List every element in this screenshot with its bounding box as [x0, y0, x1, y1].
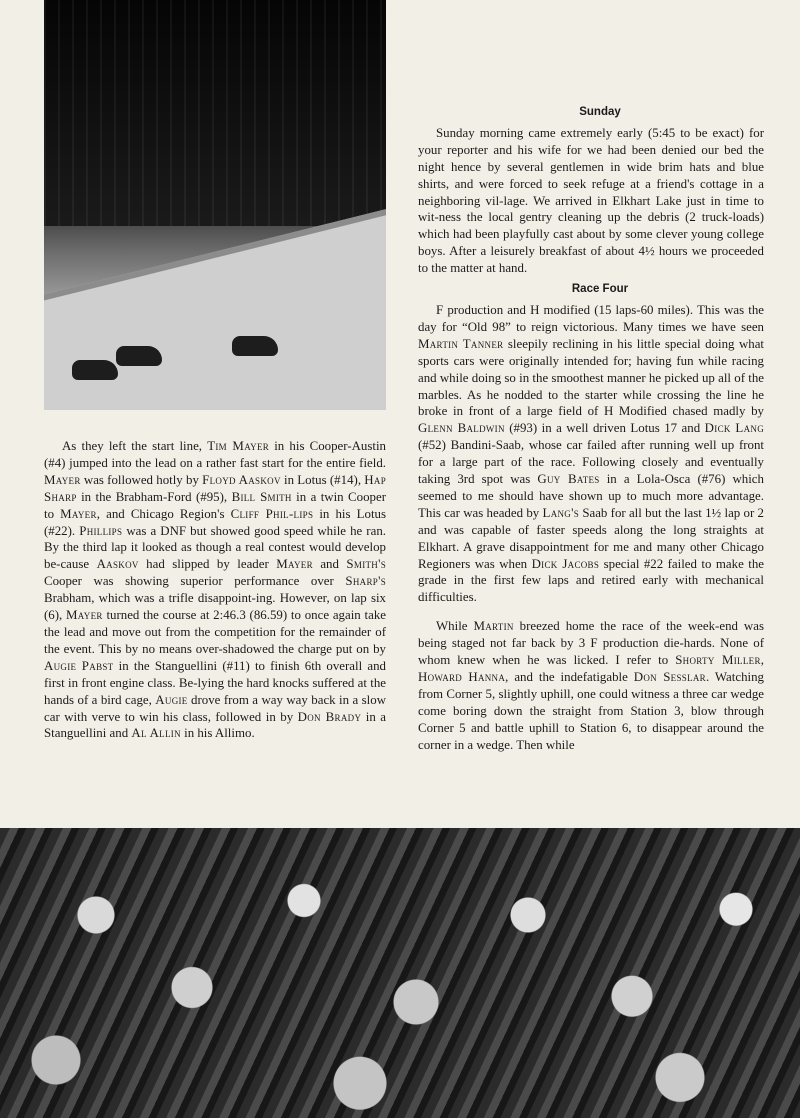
driver-name: Augie — [155, 692, 188, 707]
text: Brabham, which was a trifle disappoint-ing. However, on lap six (6), — [44, 591, 386, 623]
right-column — [418, 104, 764, 754]
driver-name: Lang's — [542, 505, 580, 520]
driver-name: Cliff Phil-lips — [230, 506, 314, 521]
text: in Lotus (#14), — [280, 472, 365, 487]
left-column — [44, 438, 386, 742]
text: While — [436, 619, 474, 634]
text: Saab for all but the last 1½ lap or 2 and was capable of faster speeds along the long straights at Elkhart. A grave disappointment for me and many other Chicago Regioners was when — [418, 505, 764, 571]
text: in the Brabham-Ford (#95), — [76, 489, 232, 504]
section-heading-sunday: Sunday — [579, 106, 621, 118]
driver-name: Dick Jacobs — [531, 556, 600, 571]
text: was followed hotly by — [80, 472, 203, 487]
text: in a Lola-Osca (#76) which seemed to me should have shown up to much more advantage. This car was headed by — [418, 472, 764, 520]
driver-name: Al Allin — [131, 726, 181, 741]
driver-name: Guy Bates — [537, 472, 600, 487]
text: was a DNF but showed good speed while he ran. By the third lap it looked as though a real contest would develop be-cause — [44, 523, 386, 572]
driver-name: Sharp's — [345, 574, 386, 589]
text: sleepily reclining in his little special doing what sports cars were originally intended for; having fun while racing and while doing so in the smoothest manner he picked up all of the marbles. As he nodded to the starter while crossing the line he broke in front of a large field of H Modified chased madly by — [418, 336, 764, 419]
text: , and the indefatigable — [505, 670, 634, 684]
paragraph-f-production — [418, 618, 764, 753]
text: in the Stanguellini (#11) to finish 6th overall and first in front engine class. Be-lying the hard knocks suffered at the hands of a bird cage, — [44, 658, 387, 707]
text: turned the course at 2:46.3 (86.59) to once again take the lead and move out from the competition for the remainder of the event. This by no means over-shadowed the charge put on by — [44, 608, 386, 656]
text: in his Allimo. — [180, 726, 255, 741]
race-car — [116, 346, 162, 366]
driver-name: Martin — [473, 619, 514, 634]
text: Cooper was showing superior performance over — [44, 574, 346, 589]
text: (#93) in a well driven Lotus 17 and — [504, 421, 705, 436]
tree-line — [44, 0, 386, 226]
paragraph-race-four — [418, 302, 764, 606]
race-car — [232, 336, 278, 356]
text: had slipped by leader — [138, 557, 277, 572]
text: As they left the start line, — [62, 439, 208, 453]
text: (#52) Bandini-Saab, whose car failed after running well up front for a large part of the race. Following closely and eventually taking 3rd spot was — [418, 438, 764, 487]
text: in a twin Cooper to — [44, 489, 386, 521]
driver-name: Howard Hanna — [418, 670, 506, 684]
driver-name: Don Sesslar — [633, 670, 706, 684]
driver-name: Smith's — [346, 557, 387, 572]
driver-name: Floyd Aaskov — [202, 472, 281, 487]
paragraph-start-line — [44, 438, 386, 742]
text: . Watching from Corner 5, slightly uphill, one could witness a three car wedge come boring down the straight from Station 3, blow through Corner 5 and battle uphill to Station 6, to disappear around the corner in a wedge. Then while — [418, 670, 764, 752]
text: and — [312, 557, 347, 572]
text: , — [760, 653, 764, 668]
section-heading-race-four: Race Four — [571, 283, 629, 296]
driver-name: Martin Tanner — [418, 336, 504, 351]
driver-name: Tim Mayer — [207, 439, 270, 453]
paragraph-gap — [418, 606, 764, 618]
race-photo — [44, 0, 386, 410]
driver-name: Mayer — [276, 557, 313, 572]
race-car — [72, 360, 118, 380]
text: in a Stanguellini and — [44, 709, 386, 741]
paragraph-sunday: Sunday morning came extremely early (5:45 to be exact) for your reporter and his wife for we had been denied our bed the night hence by several gentlemen in wide brim hats and blue shirts, and were forced to seek refuge at a friend's cottage in a neighboring vil-lage. We arrived in Elkhart Lake just in time to wit-ness the local gentry cleaning up the debris (2 truck-loads) which had been playfully cast about by some clever young college boys. After a leisurely breakfast of about 4½ hours we proceeded to the matter at hand. — [418, 125, 764, 276]
driver-name: Bill Smith — [231, 489, 292, 504]
driver-name: Hap Sharp — [44, 472, 387, 504]
driver-name: Don Brady — [297, 709, 362, 724]
driver-name: Dick Lang — [704, 421, 765, 436]
text: F production and H modified (15 laps-60 miles). This was the day for “Old 98” to reign victorious. Many times we have seen — [418, 302, 764, 334]
driver-name: Shorty Miller — [675, 653, 761, 668]
driver-name: Mayer — [66, 608, 103, 623]
text: in his Lotus (#22). — [44, 506, 386, 538]
driver-name: Phillips — [79, 523, 123, 538]
text: special #22 failed to make the grade in the first few laps and retired early with mechanical difficulties. — [418, 556, 765, 605]
text: in his Cooper-Austin (#4) jumped into the lead on a rather fast start for the entire field. — [44, 439, 386, 470]
driver-name: Mayer — [44, 472, 81, 487]
text: , and Chicago Region's — [96, 506, 231, 521]
crowd-photo — [0, 828, 800, 1118]
driver-name: Mayer — [60, 506, 97, 521]
driver-name: Glenn Baldwin — [418, 421, 505, 436]
driver-name: Augie Pabst — [44, 658, 114, 673]
text: drove from a way way back in a slow car with verve to win his class, followed in by — [44, 692, 386, 724]
text: breezed home the race of the week-end was being staged not far back by 3 F production die-hards. None of whom knew when he was licked. I refer to — [418, 619, 764, 668]
driver-name: Aaskov — [96, 557, 139, 572]
